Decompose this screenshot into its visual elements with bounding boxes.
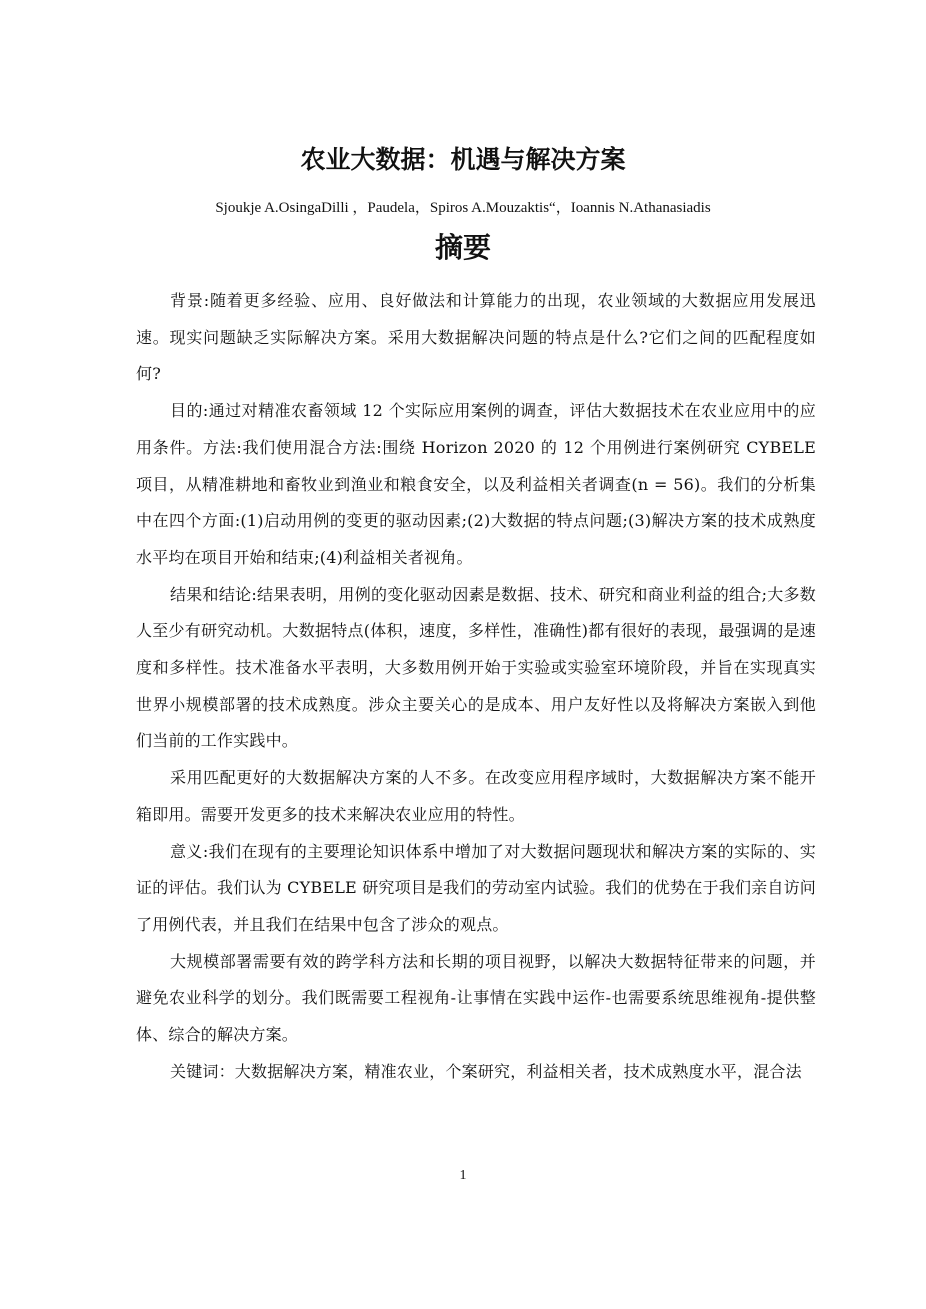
abstract-paragraph-background: 背景:随着更多经验、应用、良好做法和计算能力的出现，农业领域的大数据应用发展迅速。现实问题缺乏实际解决方案。采用大数据解决问题的特点是什么?它们之间的匹配程度如何?: [136, 291, 816, 384]
abstract-paragraph-results: 结果和结论:结果表明，用例的变化驱动因素是数据、技术、研究和商业利益的组合;大多数人至少有研究动机。大数据特点(体积，速度，多样性，准确性)都有很好的表现，最强调的是速度和多样性。技术准备水平表明，大多数用例开始于实验或实验室环境阶段，并旨在实现真实世界小规模部署的技术成熟度。涉众主要关心的是成本、用户友好性以及将解决方案嵌入到他们当前的工作实践中。: [136, 584, 816, 751]
abstract-heading: 摘要: [434, 231, 491, 264]
abstract-paragraph-deployment: 大规模部署需要有效的跨学科方法和长期的项目视野，以解决大数据特征带来的问题，并避免农业科学的划分。我们既需要工程视角-让事情在实践中运作-也需要系统思维视角-提供整体、综合的解决方案。: [136, 951, 816, 1045]
paper-title: 农业大数据：机遇与解决方案: [300, 145, 626, 174]
abstract-paragraph-purpose-methods: 目的:通过对精准农畜领域 12 个实际应用案例的调查，评估大数据技术在农业应用中的应用条件。方法:我们使用混合方法:围绕 Horizon 2020 的 12 个用例进行案例研究 CYBELE 项目，从精准耕地和畜牧业到渔业和粮食安全，以及利益相关者调查(n = 56)。我们的分析集中在四个方面:(1)启动用例的变更的驱动因素;(2)大数据的特点问题;(3)解决方案的技术成熟度水平均在项目开始和结束;(4)利益相关者视角。: [136, 401, 816, 567]
abstract-paragraph-adoption: 采用匹配更好的大数据解决方案的人不多。在改变应用程序域时，大数据解决方案不能开箱即用。需要开发更多的技术来解决农业应用的特性。: [136, 768, 816, 824]
abstract-body: [136, 283, 816, 1090]
page-number: 1: [459, 1168, 467, 1183]
abstract-paragraph-significance: 意义:我们在现有的主要理论知识体系中增加了对大数据问题现状和解决方案的实际的、实证的评估。我们认为 CYBELE 研究项目是我们的劳动室内试验。我们的优势在于我们亲自访问了用例代表，并且我们在结果中包含了涉众的观点。: [136, 841, 816, 934]
author-list: Sjoukje A.OsingaDilli ，Paudela，Spiros A.Mouzaktis“，Ioannis N.Athanasiadis: [215, 200, 711, 216]
keywords: 关键词：大数据解决方案，精准农业，个案研究，利益相关者，技术成熟度水平，混合法: [170, 1061, 802, 1081]
